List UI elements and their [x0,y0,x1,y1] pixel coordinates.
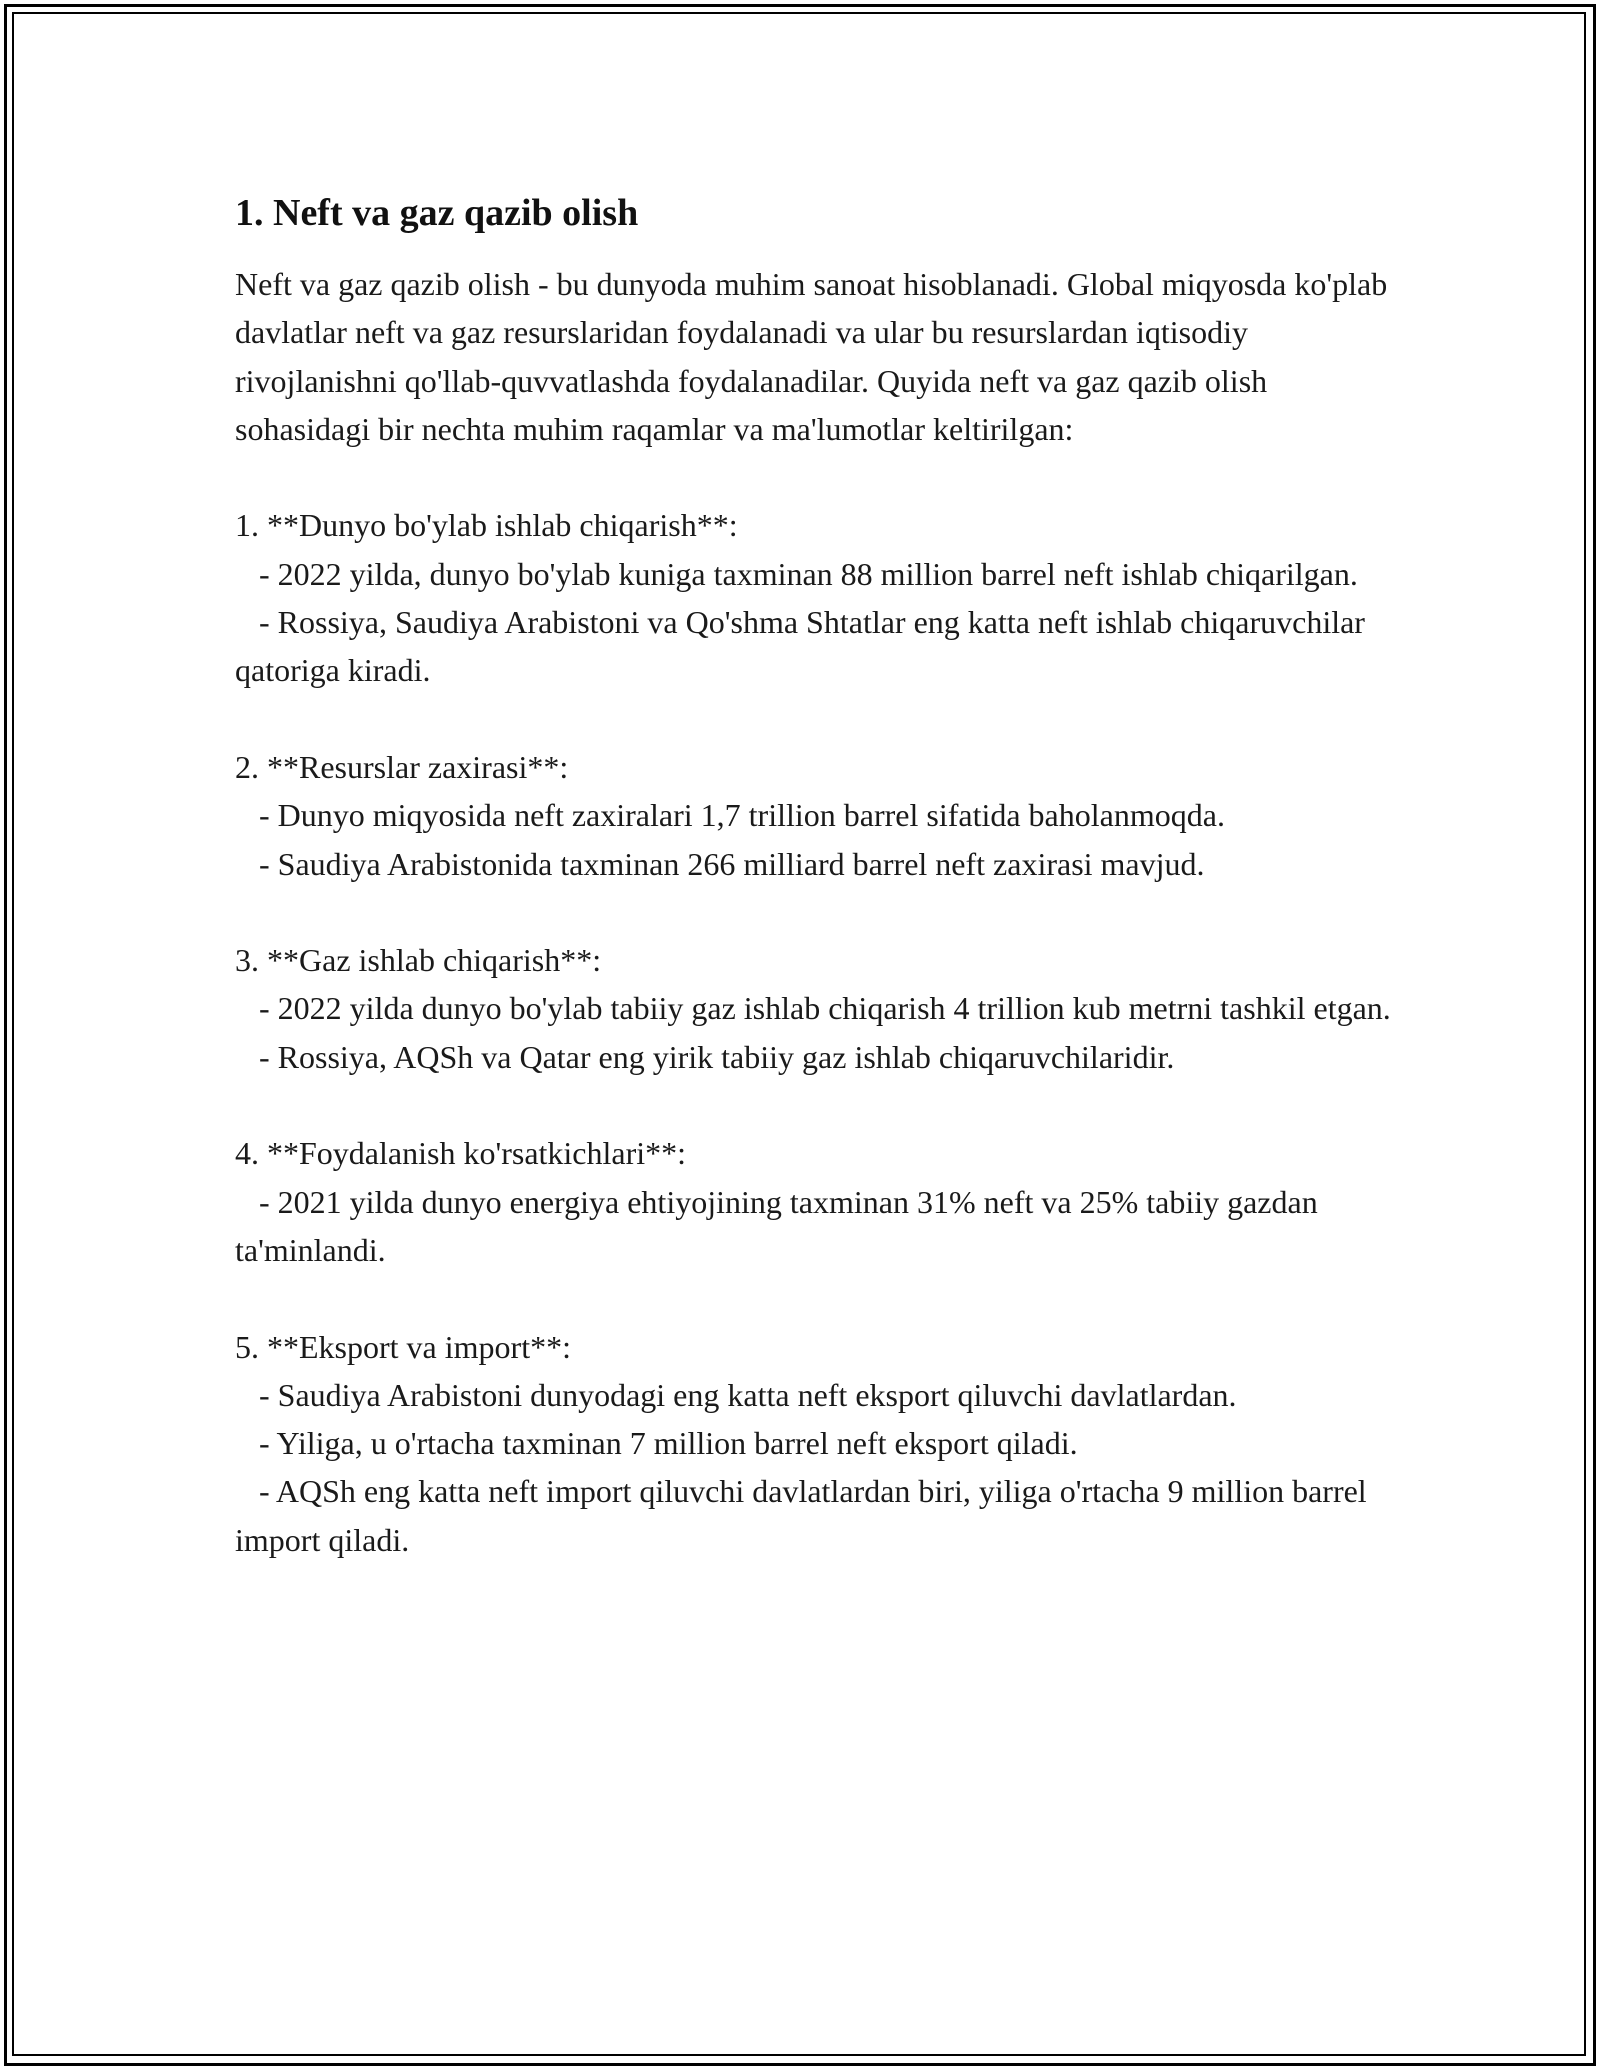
blank-line [235,888,1395,936]
document-body [235,186,1395,1564]
list-item: - Yiliga, u o'rtacha taxminan 7 million barrel neft eksport qiladi. [235,1425,1078,1462]
blank-line [235,453,1395,501]
blank-line [235,695,1395,743]
section-heading: 3. **Gaz ishlab chiqarish**: [235,942,602,979]
intro-paragraph: Neft va gaz qazib olish - bu dunyoda muhim sanoat hisoblanadi. Global miqyosda ko'plab davlatlar neft va gaz resurslaridan foydalanadi va ular bu resurslardan iqtisodiy rivojlanishni qo'llab-quvvatlashda foydalanadilar. Quyida neft va gaz qazib olish sohasidagi bir nechta muhim raqamlar va ma'lumotlar keltirilgan: [235,266,1396,447]
document-title: 1. Neft va gaz qazib olish [235,192,639,234]
section-heading: 2. **Resurslar zaxirasi**: [235,748,569,785]
section-heading: 1. **Dunyo bo'ylab ishlab chiqarish**: [235,507,738,544]
section-production [235,501,1395,694]
list-item: - Saudiya Arabistoni dunyodagi eng katta neft eksport qiluvchi davlatlardan. [235,1376,1237,1413]
list-item: - 2022 yilda dunyo bo'ylab tabiiy gaz ishlab chiqarish 4 trillion kub metrni tashkil etgan. [235,990,1391,1027]
list-item: - 2021 yilda dunyo energiya ehtiyojining taxminan 31% neft va 25% tabiiy gazdan ta'minlandi. [235,1183,1326,1268]
list-item: - AQSh eng katta neft import qiluvchi davlatlardan biri, yiliga o'rtacha 9 million barrel import qiladi. [235,1473,1375,1558]
section-usage-indicators [235,1129,1395,1274]
section-heading: 5. **Eksport va import**: [235,1328,571,1365]
list-item: - Dunyo miqyosida neft zaxiralari 1,7 trillion barrel sifatida baholanmoqda. [235,797,1225,834]
list-item: - Rossiya, Saudiya Arabistoni va Qo'shma Shtatlar eng katta neft ishlab chiqaruvchilar qatoriga kiradi. [235,604,1373,689]
list-item: - Saudiya Arabistonida taxminan 266 milliard barrel neft zaxirasi mavjud. [235,845,1205,882]
list-item: - Rossiya, AQSh va Qatar eng yirik tabiiy gaz ishlab chiqaruvchilaridir. [235,1038,1175,1075]
section-heading: 4. **Foydalanish ko'rsatkichlari**: [235,1135,687,1172]
list-item: - 2022 yilda, dunyo bo'ylab kuniga taxminan 88 million barrel neft ishlab chiqarilgan. [235,555,1358,592]
blank-line [235,1081,1395,1129]
section-export-import [235,1323,1395,1564]
section-gas-production [235,936,1395,1081]
blank-line [235,1274,1395,1322]
section-reserves [235,743,1395,888]
